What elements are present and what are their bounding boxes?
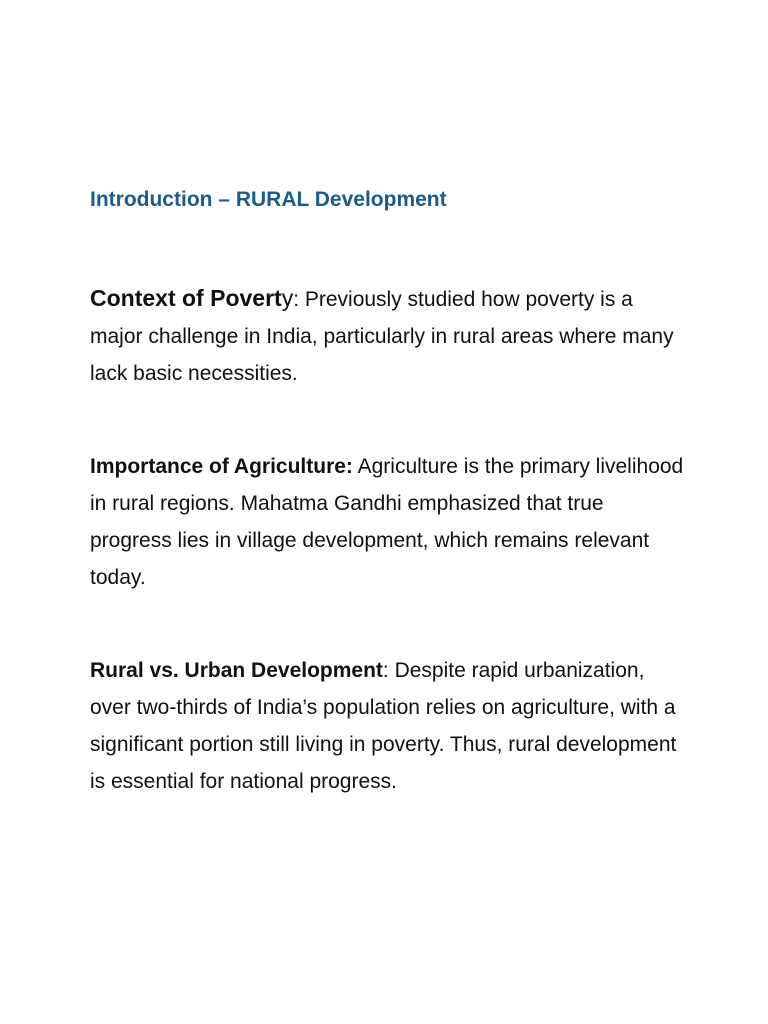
paragraph-body: : Despite rapid urbanization, over two-thirds of India’s population relies on agriculture, with a significant portion still living in poverty. Thus, rural development is essential for national progress. bbox=[90, 659, 677, 793]
page-title: Introduction – RURAL Development bbox=[90, 188, 447, 211]
paragraph-rural-vs-urban bbox=[90, 652, 690, 800]
paragraph-context-of-poverty bbox=[90, 280, 690, 392]
paragraph-body: Agriculture is the primary livelihood in rural regions. Mahatma Gandhi emphasized that true progress lies in village development, which remains relevant today. bbox=[90, 455, 684, 589]
paragraph-lead: Importance of Agriculture: bbox=[90, 455, 353, 478]
paragraph-importance-of-agriculture bbox=[90, 448, 690, 596]
paragraph-lead-tail: y bbox=[281, 285, 294, 311]
paragraph-lead: Context of Povert bbox=[90, 285, 282, 311]
paragraph-lead: Rural vs. Urban Development bbox=[90, 659, 383, 682]
paragraph-body: : Previously studied how poverty is a major challenge in India, particularly in rural areas where many lack basic necessities. bbox=[90, 288, 674, 385]
